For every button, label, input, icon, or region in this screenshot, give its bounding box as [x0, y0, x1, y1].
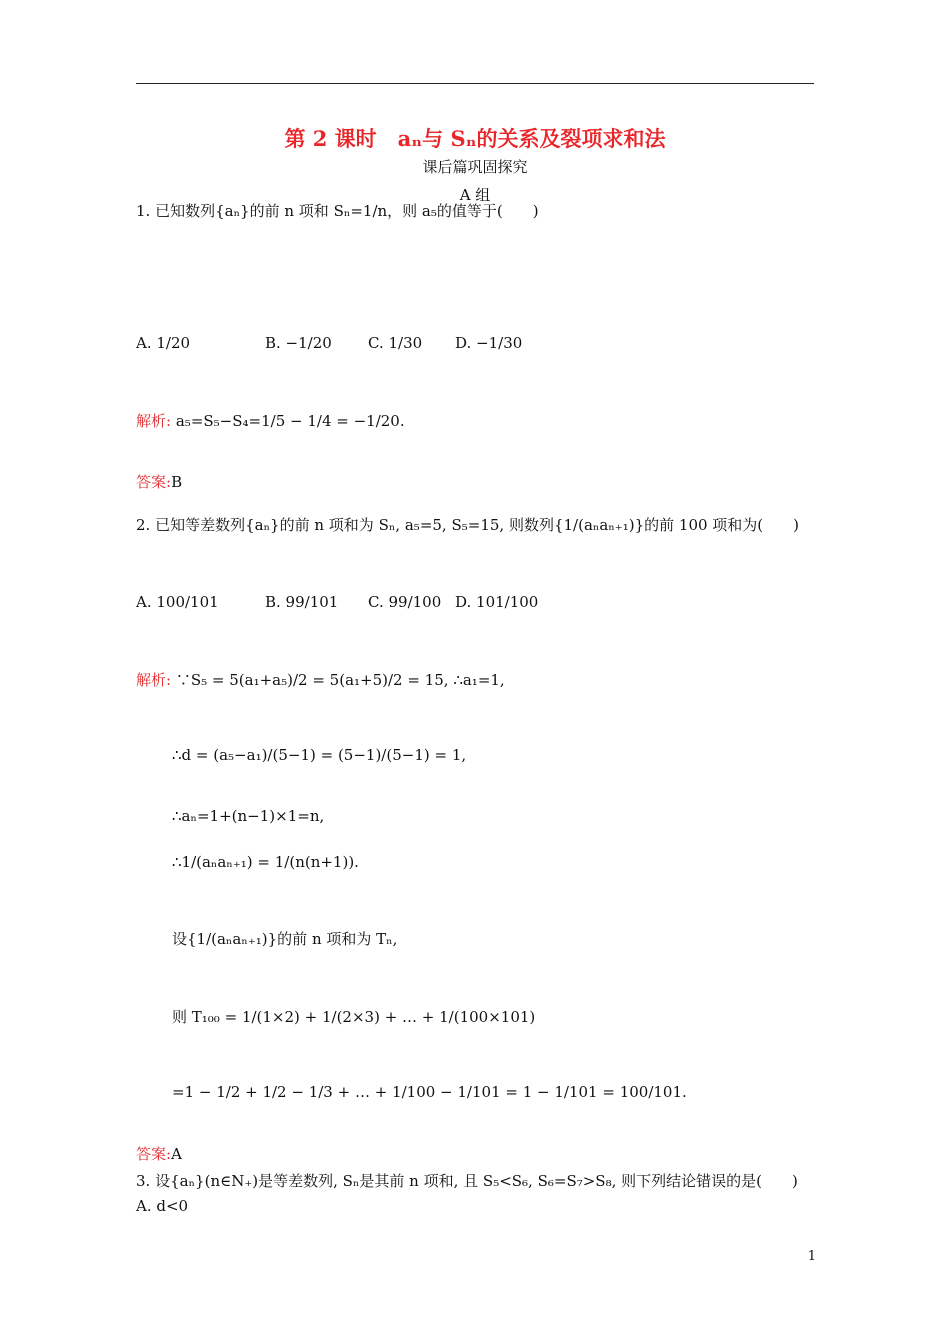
q2-answer: 答案:A	[136, 1145, 182, 1163]
q1-option-c: C. 1/30	[368, 334, 423, 352]
q1-option-a: A. 1/20	[136, 334, 191, 352]
q2-step-5: 设{1/(aₙaₙ₊₁)}的前 n 项和为 Tₙ,	[172, 930, 398, 948]
q2-analysis-line-1: 解析: ∵S₅ = 5(a₁+a₅)/2 = 5(a₁+5)/2 = 15, ∴a₁=1,	[136, 671, 505, 689]
header-rule	[136, 83, 814, 84]
q2-analysis-label: 解析	[136, 671, 167, 689]
q2-step-1: ∵S₅ = 5(a₁+a₅)/2 = 5(a₁+5)/2 = 15, ∴a₁=1,	[175, 671, 505, 689]
q1-answer: 答案:B	[136, 473, 183, 491]
q1-analysis-text: a₅=S₅−S₄=1/5 − 1/4 = −1/20.	[175, 412, 405, 430]
q1-analysis-label: 解析	[136, 412, 167, 430]
q2-answer-value: A	[171, 1145, 182, 1163]
q2-option-c: C. 99/100	[368, 593, 442, 611]
q1-stem: 1. 已知数列{aₙ}的前 n 项和 Sₙ=1/n，则 a₅的值等于( )	[136, 202, 539, 220]
q2-step-4: ∴1/(aₙaₙ₊₁) = 1/(n(n+1)).	[172, 853, 359, 871]
q3-option-a: A. d<0	[136, 1197, 189, 1215]
q2-option-a: A. 100/101	[136, 593, 219, 611]
lesson-subtitle: 课后篇巩固探究	[422, 158, 528, 176]
page-number: 1	[807, 1249, 816, 1264]
q1-answer-label: 答案	[136, 473, 167, 491]
q2-stem: 2. 已知等差数列{aₙ}的前 n 项和为 Sₙ, a₅=5, S₅=15, 则数列{1/(aₙaₙ₊₁)}的前 100 项和为( )	[136, 516, 800, 534]
q2-step-6: 则 T₁₀₀ = 1/(1×2) + 1/(2×3) + … + 1/(100×101)	[172, 1008, 536, 1026]
q2-step-7: =1 − 1/2 + 1/2 − 1/3 + … + 1/100 − 1/101 = 1 − 1/101 = 100/101.	[172, 1083, 687, 1101]
q1-option-b: B. −1/20	[265, 334, 332, 352]
q2-step-2: ∴d = (a₅−a₁)/(5−1) = (5−1)/(5−1) = 1,	[172, 746, 467, 764]
q2-answer-label: 答案	[136, 1145, 167, 1163]
q2-option-b: B. 99/101	[265, 593, 339, 611]
q2-option-d: D. 101/100	[455, 593, 539, 611]
q1-analysis: 解析: a₅=S₅−S₄=1/5 − 1/4 = −1/20.	[136, 412, 405, 430]
q2-step-3: ∴aₙ=1+(n−1)×1=n,	[172, 807, 325, 825]
q1-answer-value: B	[171, 473, 183, 491]
lesson-title: 第 2 课时 aₙ与 Sₙ的关系及裂项求和法	[284, 126, 666, 151]
q3-stem: 3. 设{aₙ}(n∈N₊)是等差数列, Sₙ是其前 n 项和, 且 S₅<S₆, S₆=S₇>S₈, 则下列结论错误的是( )	[136, 1172, 798, 1190]
group-label: A 组	[459, 186, 491, 204]
q1-option-d: D. −1/30	[455, 334, 523, 352]
